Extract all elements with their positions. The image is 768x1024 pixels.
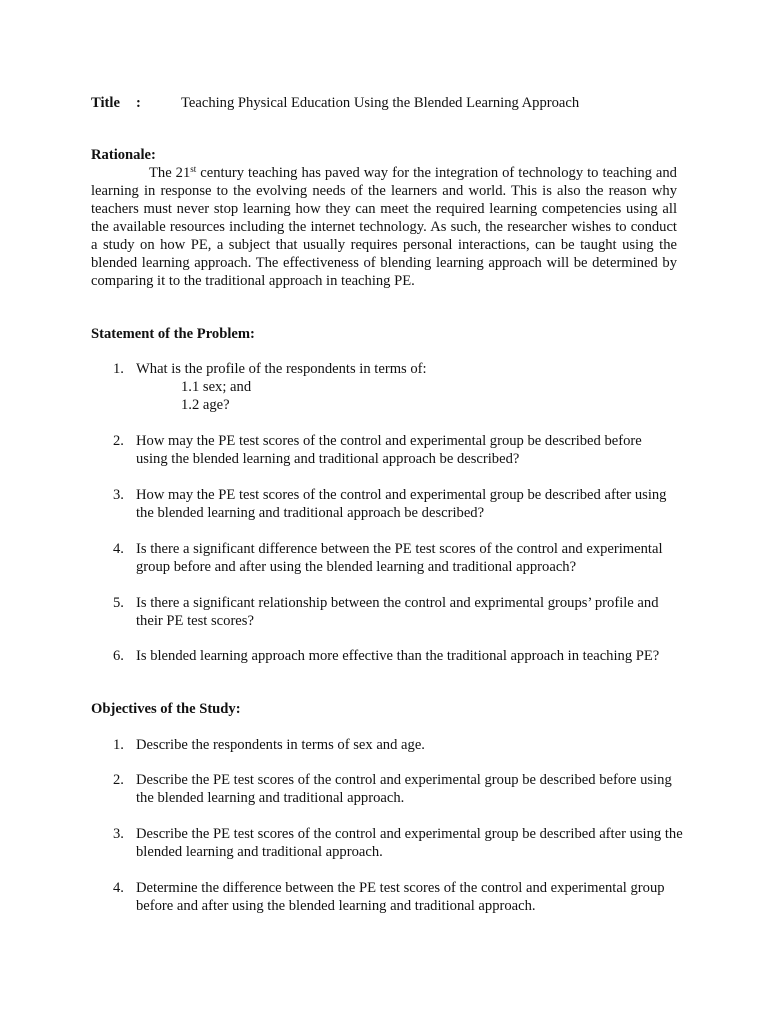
list-item-text: Describe the PE test scores of the control and experimental group be described before using the blended learning and traditional approach. <box>136 772 672 806</box>
list-item-text: Is there a significant relationship between the control and exprimental groups’ profile and their PE test scores? <box>136 595 659 629</box>
list-number: 1. <box>113 737 124 753</box>
list-item-text: Is blended learning approach more effective than the traditional approach in teaching PE? <box>136 648 660 664</box>
problem-item-2 <box>91 432 677 468</box>
list-number: 4. <box>113 541 124 557</box>
problem-subitem-sex: 1.1 sex; and <box>181 379 252 395</box>
objectives-list-4 <box>91 879 677 915</box>
list-item-text: How may the PE test scores of the control and experimental group be described before using the blended learning and traditional approach be described? <box>136 433 642 467</box>
rationale-heading: Rationale: <box>91 147 156 163</box>
list-number: 6. <box>113 648 124 664</box>
objective-item-3 <box>91 825 687 861</box>
problem-item-4 <box>91 540 677 576</box>
objectives-heading: Objectives of the Study: <box>91 701 241 717</box>
objectives-list-2 <box>91 771 677 807</box>
rationale-text-rest: century teaching has paved way for the integration of technology to teaching and learning in response to the evolving needs of the learners and world. This is also the reason why teachers must never stop learning how they can meet the required learning competencies using all the available resources including the internet technology. As such, the researcher wishes to conduct a study on how PE, a subject that usually requires personal interactions, can be taught using the blended learning approach. The effectiveness of blending learning approach will be determined by comparing it to the traditional approach in teaching PE. <box>91 165 677 289</box>
list-item-text: How may the PE test scores of the control and experimental group be described after using the blended learning and traditional approach be described? <box>136 487 667 521</box>
list-number: 1. <box>113 361 124 377</box>
problem-item-5 <box>91 594 677 630</box>
problem-heading: Statement of the Problem: <box>91 326 255 342</box>
objective-item-2 <box>91 771 677 807</box>
list-number: 2. <box>113 772 124 788</box>
list-number: 4. <box>113 880 124 896</box>
list-item-text: What is the profile of the respondents in terms of: <box>136 361 427 377</box>
list-item-text: Is there a significant difference between the PE test scores of the control and experimental group before and after using the blended learning and traditional approach? <box>136 541 663 575</box>
objectives-list-1 <box>91 736 677 754</box>
rationale-text-start: The 21 <box>149 165 191 181</box>
title-label: Title <box>91 95 120 111</box>
title-row <box>91 94 691 112</box>
list-number: 5. <box>113 595 124 611</box>
objectives-list-3 <box>91 825 687 861</box>
problem-list-5 <box>91 594 677 630</box>
list-item-text: Determine the difference between the PE test scores of the control and experimental group before and after using the blended learning and traditional approach. <box>136 880 665 914</box>
objective-item-4 <box>91 879 677 915</box>
rationale-paragraph <box>91 164 677 290</box>
rationale-superscript: st <box>190 164 197 174</box>
problem-item-6 <box>91 647 691 665</box>
problem-item-3 <box>91 486 677 522</box>
list-number: 2. <box>113 433 124 449</box>
objective-item-1 <box>91 736 677 754</box>
list-number: 3. <box>113 826 124 842</box>
problem-list-2 <box>91 432 677 468</box>
problem-list-4 <box>91 540 677 576</box>
list-item-text: Describe the PE test scores of the control and experimental group be described after using the blended learning and traditional approach. <box>136 826 683 860</box>
document-title: Teaching Physical Education Using the Blended Learning Approach <box>181 95 580 111</box>
problem-subitem-age: 1.2 age? <box>181 397 230 413</box>
list-number: 3. <box>113 487 124 503</box>
problem-list-3 <box>91 486 677 522</box>
problem-list-6 <box>91 647 691 665</box>
list-item-text: Describe the respondents in terms of sex and age. <box>136 737 425 753</box>
problem-item-1 <box>91 360 691 414</box>
title-colon: : <box>136 95 141 111</box>
problem-list <box>91 360 691 414</box>
